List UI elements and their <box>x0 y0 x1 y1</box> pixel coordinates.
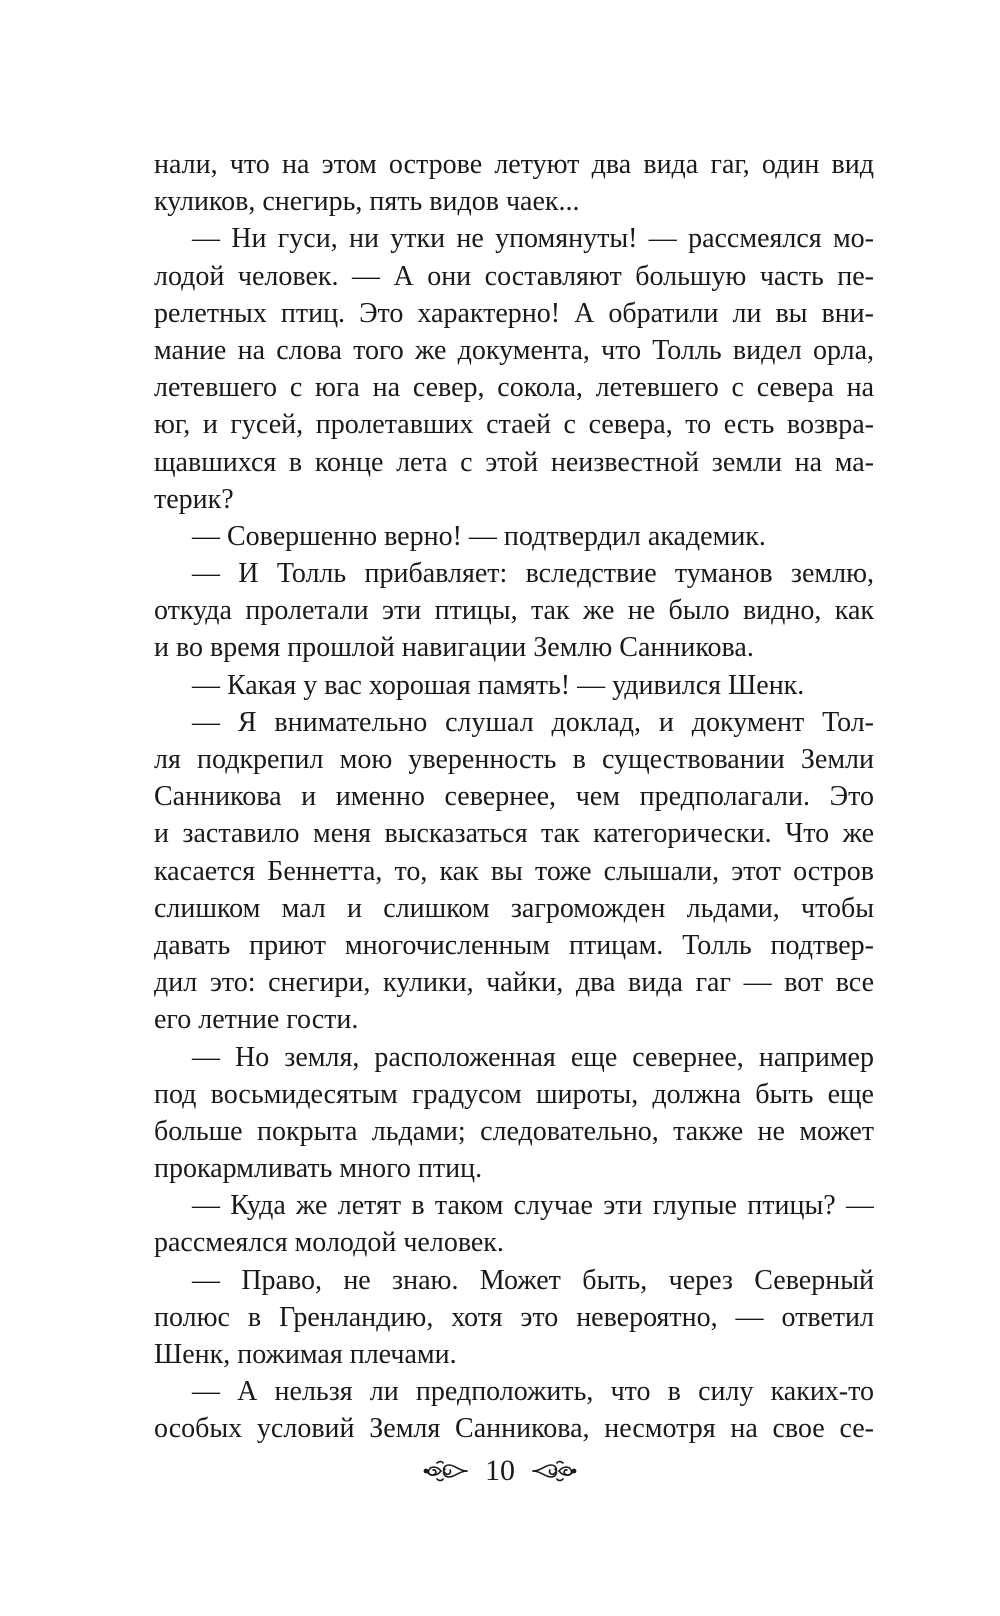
text-line: — Какая у вас хорошая память! — удивился Шенк. <box>192 669 805 701</box>
text-line: его летние гости. <box>154 1004 359 1036</box>
text-line: — Ни гуси, ни утки не упомянуты! — рассмеялся мо- <box>192 223 874 255</box>
text-line: — Право, не знаю. Может быть, через Северный <box>192 1264 874 1296</box>
text-line: щавшихся в конце лета с этой неизвестной земли на ма- <box>154 446 874 478</box>
text-line: касается Беннетта, то, как вы тоже слышали, этот остров <box>154 855 874 887</box>
text-line: мание на слова того же документа, что Толль видел орла, <box>154 334 874 366</box>
text-line: ля подкрепил мою уверенность в существовании Земли <box>154 744 874 775</box>
text-line: под восьмидесятым градусом широты, должна быть еще <box>154 1078 874 1110</box>
text-line: и заставило меня высказаться так категорически. Что же <box>154 818 874 850</box>
text-line: терик? <box>154 483 234 515</box>
text-line: давать приют многочисленным птицам. Толль подтвер- <box>154 929 874 961</box>
text-line: дил это: снегири, кулики, чайки, два вида гаг — вот все <box>154 967 874 999</box>
text-line: — А нельзя ли предположить, что в силу каких-то <box>192 1376 874 1408</box>
text-line: Санникова и именно севернее, чем предполагали. Это <box>154 781 874 813</box>
page-number: 10 <box>485 1454 515 1487</box>
text-line: юг, и гусей, пролетавших стаей с севера, то есть возвра- <box>154 409 874 441</box>
text-line: откуда пролетали эти птицы, так же не было видно, как <box>154 595 874 627</box>
text-line: летевшего с юга на север, сокола, летевшего с севера на <box>154 372 874 404</box>
text-line: особых условий Земля Санникова, несмотря на свое се- <box>154 1413 874 1445</box>
left-flourish-icon <box>423 1457 469 1485</box>
text-line: куликов, снегирь, пять видов чаек... <box>154 186 580 218</box>
text-line: — Я внимательно слушал доклад, и документ Тол- <box>192 706 874 738</box>
body-text <box>154 146 874 1448</box>
text-line: прокармливать много птиц. <box>154 1153 483 1185</box>
text-line: и во время прошлой навигации Землю Санникова. <box>154 632 754 664</box>
page-footer <box>0 1454 1000 1488</box>
text-line: нали, что на этом острове летуют два вида гаг, один вид <box>154 149 874 180</box>
text-line: — Совершенно верно! — подтвердил академик. <box>192 520 766 552</box>
text-line: — Куда же летят в таком случае эти глупые птицы? — <box>192 1190 874 1222</box>
text-line: Шенк, пожимая плечами. <box>154 1339 457 1370</box>
text-line: — Но земля, расположенная еще севернее, например <box>192 1041 874 1073</box>
text-line: — И Толль прибавляет: вследствие туманов землю, <box>192 558 874 590</box>
text-line: полюс в Гренландию, хотя это невероятно, — ответил <box>154 1301 874 1333</box>
text-line: больше покрыта льдами; следовательно, также не может <box>154 1115 874 1147</box>
right-flourish-icon <box>531 1457 577 1485</box>
text-line: рассмеялся молодой человек. <box>154 1227 504 1259</box>
text-line: релетных птиц. Это характерно! А обратили ли вы вни- <box>154 297 874 329</box>
text-line: лодой человек. — А они составляют большую часть пе- <box>154 260 874 292</box>
text-line: слишком мал и слишком загроможден льдами, чтобы <box>154 892 874 924</box>
